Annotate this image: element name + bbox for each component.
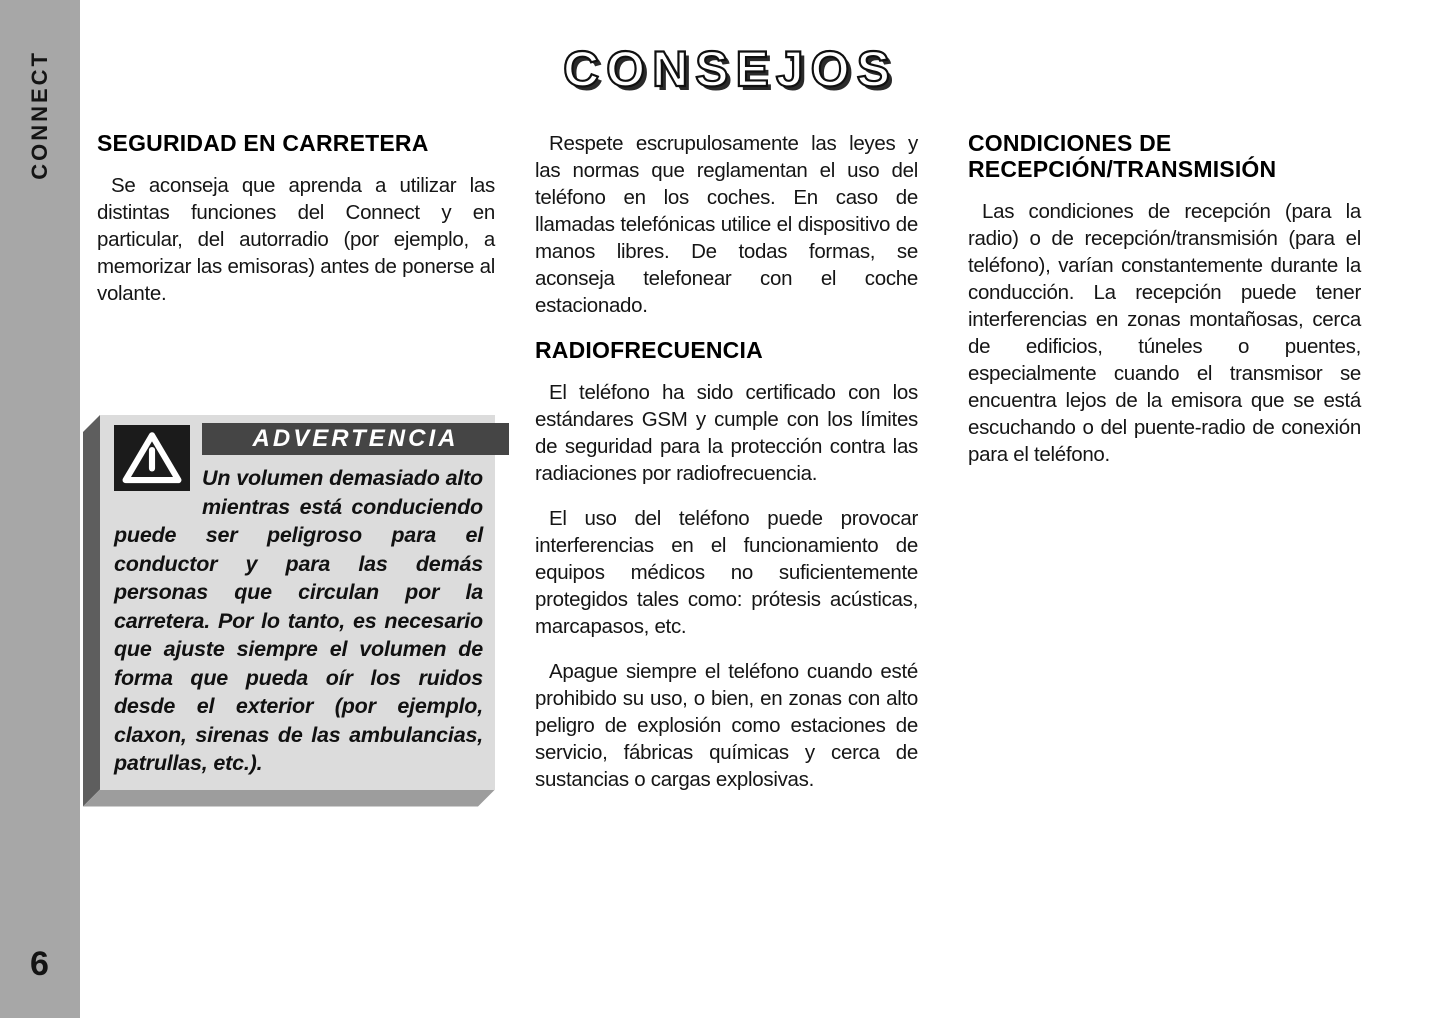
warning-header: ADVERTENCIA <box>202 423 509 455</box>
heading-condiciones-line2: RECEPCIÓN/TRANSMISIÓN <box>968 156 1277 182</box>
warning-icon-box <box>114 425 190 491</box>
section-tab-label: CONNECT <box>27 50 52 180</box>
heading-radiofrecuencia: RADIOFRECUENCIA <box>535 337 763 363</box>
paragraph-leyes: Respete escrupulosamente las leyes y las normas que reglamentan el uso del teléfono en los coches. En caso de llamadas telefónicas utilice el dispositivo de manos libres. De todas formas, se aconseja telefonear con el coche estacionado. <box>535 132 918 317</box>
page-number: 6 <box>30 945 49 983</box>
page-title: CONSEJOS <box>563 41 897 97</box>
warning-triangle-icon <box>121 431 183 485</box>
heading-seguridad: SEGURIDAD EN CARRETERA <box>97 130 429 156</box>
warning-text: Un volumen demasiado alto mientras está conduciendo puede ser peligroso para el conductor y para las demás personas que circulan por la carretera. Por lo tanto, es necesario que ajuste siempre el volumen de forma que pueda oír los ruidos desde el exterior (por ejemplo, claxon, sirenas de las ambulancias, patrullas, etc.). <box>114 466 483 775</box>
paragraph-gsm: El teléfono ha sido certificado con los estándares GSM y cumple con los límites de seguridad para la protección contra las radiaciones por radiofrecuencia. <box>535 381 918 485</box>
heading-condiciones <box>968 130 1361 182</box>
column-left <box>97 130 495 325</box>
paragraph-condiciones: Las condiciones de recepción (para la radio) o de recepción/transmisión (para el teléfono), varían constantemente durante la conducción. La recepción puede tener interferencias en zonas montañosas, cerca de edificios, túneles o puentes, especialmente cuando el transmisor se encuentra lejos de la emisora que se está escuchando o del puente-radio de conexión para el teléfono. <box>968 200 1361 466</box>
column-right <box>968 130 1361 486</box>
heading-condiciones-line1: CONDICIONES DE <box>968 130 1172 156</box>
paragraph-interferencias: El uso del teléfono puede provocar interferencias en el funcionamiento de equipos médicos no suficientemente protegidos tales como: prótesis acústicas, marcapasos, etc. <box>535 507 918 638</box>
section-tab <box>0 0 80 1018</box>
warning-box <box>100 415 495 790</box>
paragraph-apague: Apague siempre el teléfono cuando esté prohibido su uso, o bien, en zonas con alto peligro de explosión como estaciones de servicio, fábricas químicas y cerca de sustancias o cargas explosivas. <box>535 660 918 791</box>
paragraph-seguridad: Se aconseja que aprenda a utilizar las distintas funciones del Connect y en particular, del autorradio (por ejemplo, a memorizar las emisoras) antes de ponerse al volante. <box>97 174 495 305</box>
column-middle <box>535 130 918 811</box>
